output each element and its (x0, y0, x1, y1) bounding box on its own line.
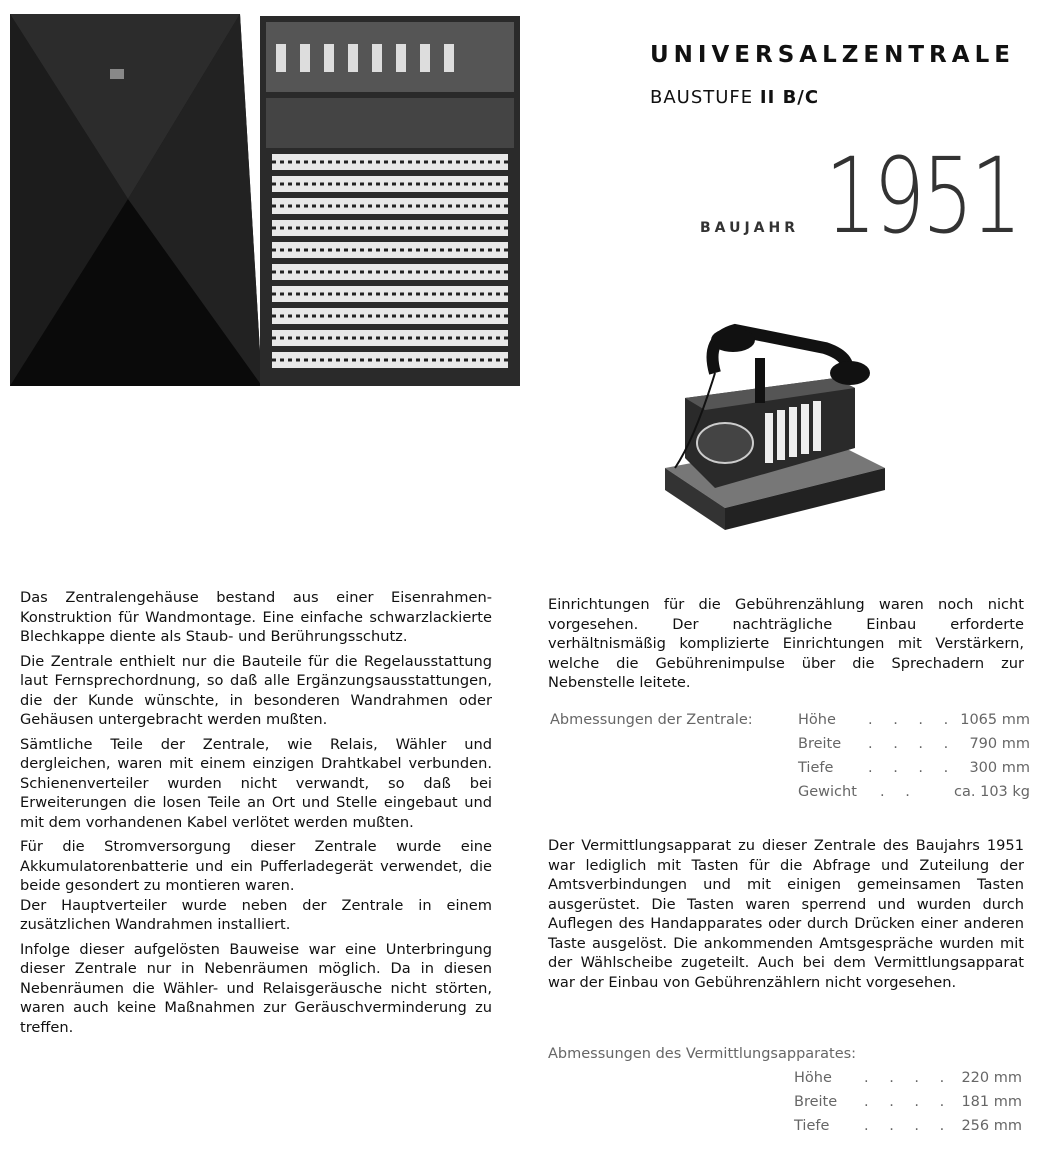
left-column (20, 588, 492, 1042)
dim-label: Gewicht (798, 784, 857, 800)
paragraph: Für die Stromversorgung dieser Zentrale wurde eine Akkumulatorenbatterie und ein Pufferladegerät verwendet, die beide gesondert zu montieren waren. Der Hauptverteiler wurde neben der Zentrale in einem zusätzlichen Wandrahmen installiert. (20, 838, 492, 933)
dim-value: 1065 mm (960, 712, 1030, 728)
switchboard-telephone-image (655, 318, 895, 538)
telephone-exchange-cabinet-image (10, 14, 525, 394)
dim-dots: . . . . (864, 1118, 953, 1134)
dim-dots: . . . . (864, 1094, 953, 1110)
dim-dots: . . . . (864, 1070, 953, 1086)
dim-value: 256 mm (961, 1118, 1022, 1134)
dim-value: 790 mm (969, 736, 1030, 752)
page-title: UNIVERSALZENTRALE (650, 42, 1015, 68)
dimensions-heading: Abmessungen der Zentrale: (550, 712, 753, 728)
paragraph: Einrichtungen für die Gebührenzählung waren noch nicht vorgesehen. Der nachträgliche Einbau erforderte verhältnismäßig komplizierte Einrichtungen mit Verstärkern, welche die Gebührenimpulse über die Sprechadern zur Nebenstelle leitete. (548, 596, 1024, 691)
dim-value: 220 mm (961, 1070, 1022, 1086)
dim-value: 181 mm (961, 1094, 1022, 1110)
dim-value: ca. 103 kg (954, 784, 1030, 800)
dim-dots: . . . . (868, 736, 957, 752)
subtitle-prefix: BAUSTUFE (650, 87, 754, 108)
dim-label: Höhe (798, 712, 836, 728)
dim-label: Höhe (794, 1070, 832, 1086)
dim-value: 300 mm (969, 760, 1030, 776)
paragraph: Das Zentralengehäuse bestand aus einer Eisenrahmen-Konstruktion für Wandmontage. Eine einfache schwarzlackierte Blechkappe diente als Staub- und Berührungsschutz. (20, 589, 492, 645)
page-subtitle (650, 87, 819, 108)
dim-dots: . . . . (868, 760, 957, 776)
dim-label: Breite (794, 1094, 838, 1110)
dim-dots: . . . . (868, 712, 957, 728)
dimensions-switchboard (548, 1046, 1022, 1146)
paragraph: Der Vermittlungsapparat zu dieser Zentrale des Baujahrs 1951 war lediglich mit Tasten für die Abfrage und Zuteilung der Amtsverbindungen und mit einigen gemeinsamen Tasten ausgerüstet. Die Tasten waren sperrend und wurden durch Auflegen des Handapparates oder durch Drücken einer anderen Taste ausgelöst. Die ankommenden Amtsgespräche wurden mit der Wählscheibe zugeteilt. Auch bei dem Vermittlungsapparat war der Einbau von Gebührenzählern nicht vorgesehen. (548, 837, 1024, 991)
paragraph: Infolge dieser aufgelösten Bauweise war eine Unterbringung dieser Zentrale nur in Nebenräumen möglich. Da in diesen Nebenräumen die Wähler- und Relaisgeräusche nicht störten, waren auch keine Maßnahmen zur Geräuschverminderung zu treffen. (20, 940, 492, 1036)
paragraph: Sämtliche Teile der Zentrale, wie Relais, Wähler und dergleichen, waren mit einem einzigen Drahtkabel verbunden. Schienenverteiler wurden nicht verwandt, so daß bei Erweiterungen die losen Teile an Ort und Stelle eingebaut und mit dem vorhandenen Kabel verlötet werden mußten. (20, 735, 492, 831)
dimensions-heading: Abmessungen des Vermittlungsapparates: (548, 1046, 857, 1062)
dimensions-exchange (550, 712, 1030, 812)
baujahr-label: BAUJAHR (700, 220, 799, 236)
dim-label: Tiefe (798, 760, 834, 776)
subtitle-stage: II B/C (759, 87, 820, 108)
dim-label: Breite (798, 736, 842, 752)
paragraph: Die Zentrale enthielt nur die Bauteile für die Regelausstattung laut Fernsprechordnung, so daß alle Ergänzungsausstattungen, die der Kunde wünschte, in besonderen Wandrahmen oder Gehäusen untergebracht werden mußten. (20, 652, 492, 728)
right-column-intro (548, 595, 1024, 698)
right-column-switchboard (548, 836, 1024, 997)
year-display: 1951 (825, 135, 1019, 257)
dim-dots: . . (880, 784, 918, 800)
dim-label: Tiefe (794, 1118, 830, 1134)
